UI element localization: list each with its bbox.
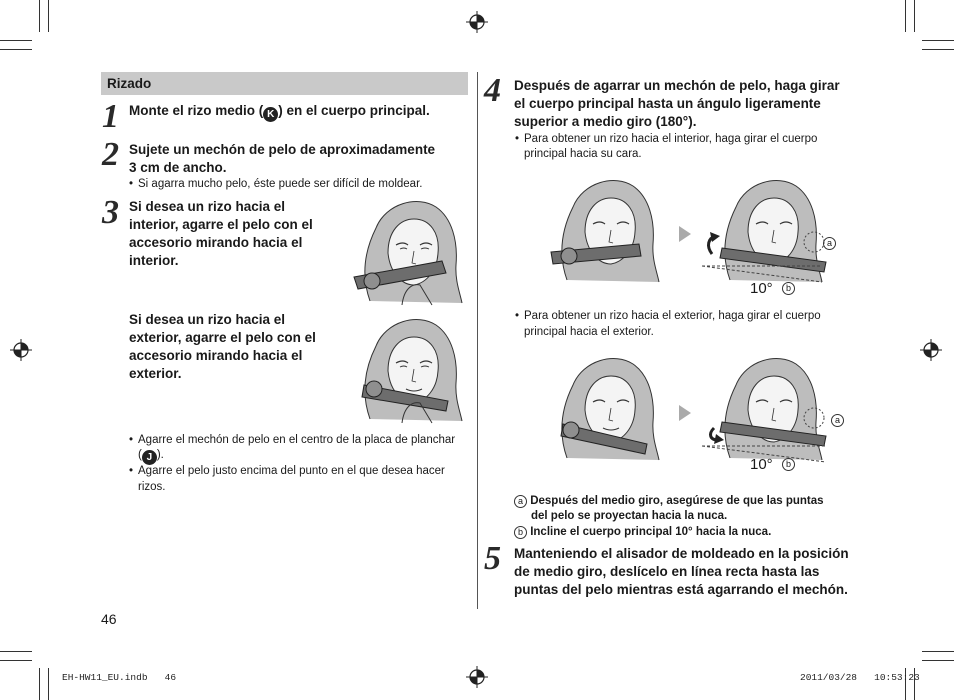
crop-mark <box>39 0 40 32</box>
crop-mark <box>905 0 906 32</box>
step-3-inner-line-3: accesorio mirando hacia el <box>129 235 303 250</box>
step-number-3: 3 <box>102 194 119 231</box>
illustration-outer-curl <box>348 311 463 423</box>
arrow-right-icon <box>679 226 691 242</box>
crop-mark <box>0 660 32 661</box>
label-a-icon: a <box>831 413 844 429</box>
illustration-inner-after <box>702 172 848 298</box>
crop-mark <box>922 40 954 41</box>
step-4-bullet-1: • Para obtener un rizo hacia el interior, haga girar el cuerpo <box>515 133 818 145</box>
footer-timestamp: 2011/03/28 10:53:23 <box>800 672 920 683</box>
step-3-bullet-2-cont: rizos. <box>138 481 166 493</box>
step-1-text: Monte el rizo medio ( K ) en el cuerpo principal. <box>129 103 430 120</box>
circled-j-icon: J <box>142 450 157 465</box>
step-2-line-1: Sujete un mechón de pelo de aproximadamente <box>129 142 436 157</box>
step-number-4: 4 <box>484 72 501 109</box>
step-3-outer-line-3: accesorio mirando hacia el <box>129 348 303 363</box>
illustration-outer-after <box>702 350 848 476</box>
page-number: 46 <box>101 611 117 627</box>
step-2-bullet: • Si agarra mucho pelo, éste puede ser difícil de moldear. <box>129 178 423 190</box>
crop-mark <box>48 0 49 32</box>
step-3-inner-line-2: interior, agarre el pelo con el <box>129 217 313 232</box>
crop-mark <box>0 40 32 41</box>
step-3-bullet-1-cont: ( J ). <box>138 449 164 463</box>
illustration-inner-before <box>545 172 660 284</box>
step-4-line-1: Después de agarrar un mechón de pelo, haga girar <box>514 78 840 93</box>
circled-k-icon: K <box>263 107 278 122</box>
illustration-inner-curl <box>348 193 463 305</box>
step-3-outer-line-2: exterior, agarre el pelo con el <box>129 330 316 345</box>
crop-mark <box>0 49 32 50</box>
label-a-icon: a <box>823 236 836 252</box>
crop-mark <box>914 0 915 32</box>
angle-label: 10° <box>750 280 773 297</box>
registration-mark-icon <box>920 339 942 361</box>
step-3-outer-line-4: exterior. <box>129 366 182 381</box>
step-3-bullet-2: • Agarre el pelo justo encima del punto en el que desea hacer <box>129 465 445 477</box>
footer-file-info: EH-HW11_EU.indb 46 <box>62 672 177 683</box>
angle-label: 10° <box>750 456 773 473</box>
illustration-outer-before <box>545 350 660 462</box>
note-a: a Después del medio giro, asegúrese de que las puntas <box>514 494 824 510</box>
step-3-outer-line-1: Si desea un rizo hacia el <box>129 312 286 327</box>
registration-mark-icon <box>466 666 488 688</box>
step-4-bullet-2: • Para obtener un rizo hacia el exterior, haga girar el cuerpo <box>515 310 821 322</box>
label-b-icon: b <box>514 526 527 539</box>
step-3-bullet-1: • Agarre el mechón de pelo en el centro de la placa de planchar <box>129 434 456 446</box>
crop-mark <box>0 651 32 652</box>
registration-mark-icon <box>10 339 32 361</box>
step-5-line-1: Manteniendo el alisador de moldeado en la posición <box>514 546 849 561</box>
step-number-1: 1 <box>102 98 119 135</box>
section-title: Rizado <box>101 72 468 95</box>
step-2-line-2: 3 cm de ancho. <box>129 160 227 175</box>
note-b: b Incline el cuerpo principal 10° hacia la nuca. <box>514 525 771 541</box>
step-3-inner-line-1: Si desea un rizo hacia el <box>129 199 286 214</box>
step-5-line-3: puntas del pelo mientras está agarrando el mechón. <box>514 582 848 597</box>
column-divider <box>477 72 478 609</box>
registration-mark-icon <box>466 11 488 33</box>
crop-mark <box>922 49 954 50</box>
crop-mark <box>922 651 954 652</box>
step-number-5: 5 <box>484 540 501 577</box>
step-4-bullet-1-cont: principal hacia su cara. <box>524 148 642 160</box>
step-3-inner-line-4: interior. <box>129 253 179 268</box>
step-5-line-2: de medio giro, deslícelo en línea recta hasta las <box>514 564 820 579</box>
label-b-icon: b <box>782 281 795 297</box>
step-4-line-2: el cuerpo principal hasta un ángulo ligeramente <box>514 96 821 111</box>
note-a-cont: del pelo se proyectan hacia la nuca. <box>531 510 728 522</box>
crop-mark <box>48 668 49 700</box>
arrow-right-icon <box>679 405 691 421</box>
label-b-icon: b <box>782 457 795 473</box>
step-4-bullet-2-cont: principal hacia el exterior. <box>524 326 654 338</box>
crop-mark <box>922 660 954 661</box>
step-number-2: 2 <box>102 136 119 173</box>
label-a-icon: a <box>514 495 527 508</box>
step-4-line-3: superior a medio giro (180°). <box>514 114 697 129</box>
crop-mark <box>39 668 40 700</box>
